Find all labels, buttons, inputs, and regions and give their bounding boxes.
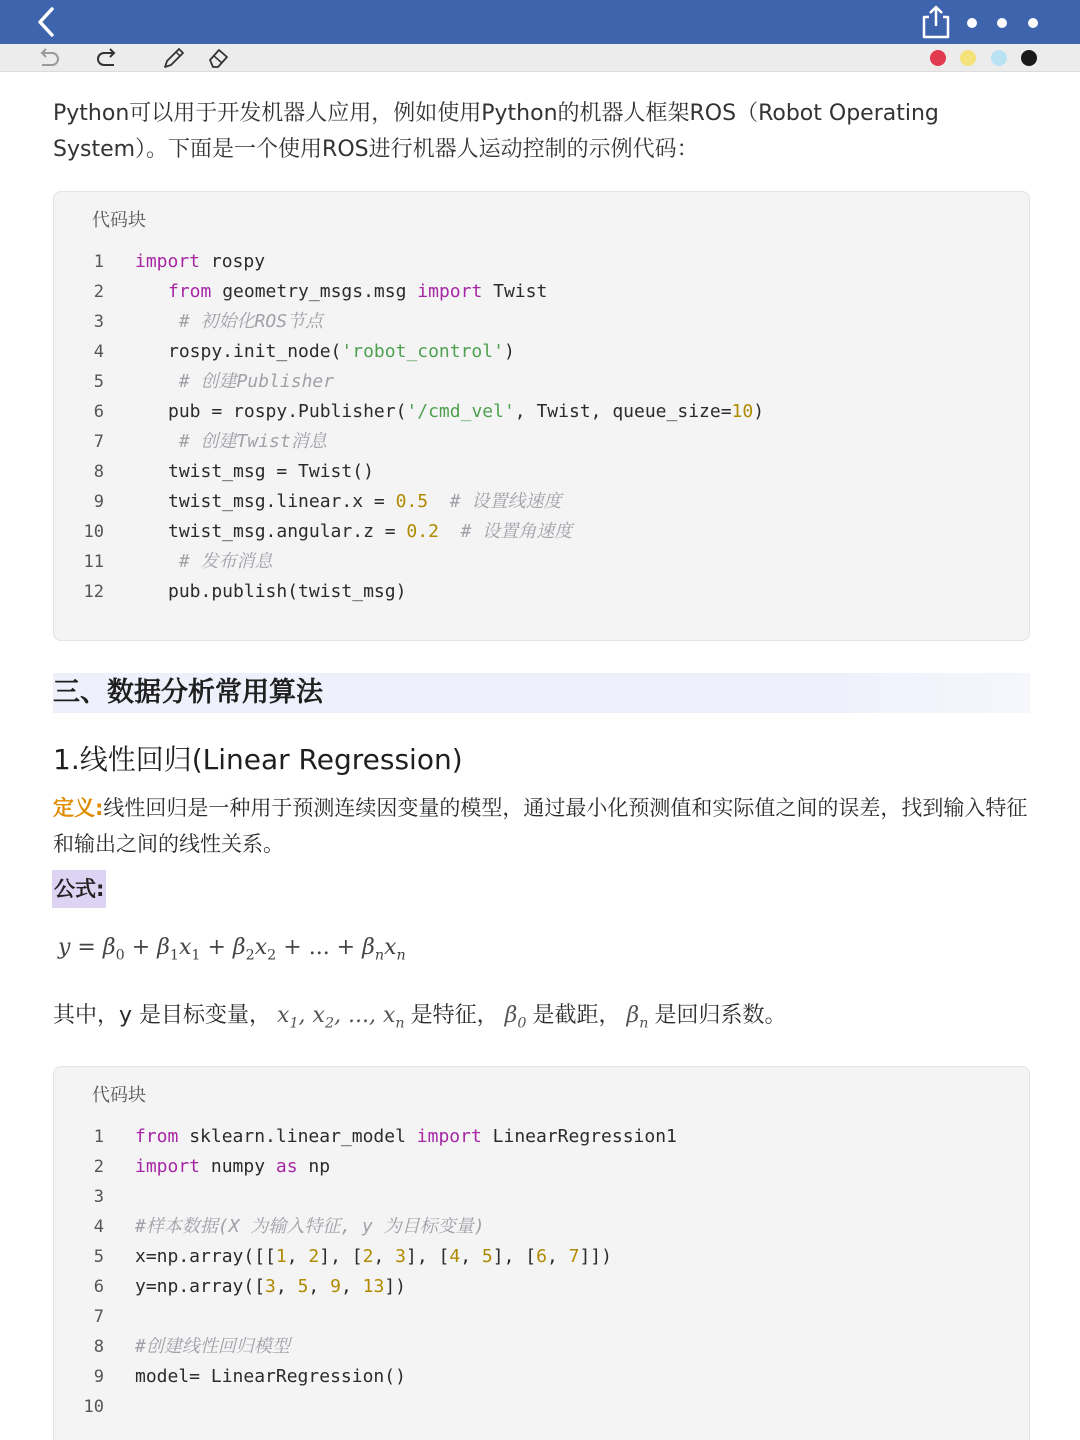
code-line: [54, 1182, 1029, 1212]
code-line: [54, 337, 1029, 367]
line-number: 8: [93, 462, 104, 482]
definition-paragraph: [53, 790, 1030, 862]
line-number: 6: [93, 1277, 104, 1297]
line-number: 9: [93, 492, 104, 512]
intro-paragraph: Python可以用于开发机器人应用，例如使用Python的机器人框架ROS（Robot Operating System）。下面是一个使用ROS进行机器人运动控制的示例代码：: [53, 101, 939, 162]
pen-icon[interactable]: [160, 45, 188, 71]
share-icon[interactable]: [918, 3, 954, 41]
explanation-part-4: 是回归系数。: [654, 1003, 787, 1028]
code-text: pub = rospy.Publisher('/cmd_vel', Twist, queue_size=10): [168, 401, 765, 422]
code-text: from geometry_msgs.msg import Twist: [168, 281, 548, 302]
line-number: 5: [93, 1247, 104, 1267]
line-number: 8: [93, 1337, 104, 1357]
line-number: 4: [93, 342, 104, 362]
code-text: twist_msg.linear.x = 0.5 # 设置线速度: [168, 491, 562, 512]
code-block-title: 代码块: [92, 210, 146, 231]
code-block: [53, 191, 1030, 641]
color-swatch-yellow[interactable]: [960, 50, 976, 66]
line-number: 3: [93, 312, 104, 332]
line-number: 2: [93, 282, 104, 302]
explanation-part-3: 是截距，: [532, 1003, 621, 1028]
code-text: pub.publish(twist_msg): [168, 581, 407, 602]
code-text: import rospy: [135, 251, 266, 272]
color-swatch-black[interactable]: [1021, 50, 1037, 66]
section-title: 三、数据分析常用算法: [53, 673, 1030, 713]
code-block: [53, 1066, 1030, 1440]
code-text: # 发布消息: [178, 551, 273, 572]
code-line: [54, 1332, 1029, 1362]
code-text: twist_msg = Twist(): [168, 461, 374, 482]
code-text: from sklearn.linear_model import LinearRegression1: [135, 1126, 677, 1147]
code-line: [54, 1302, 1029, 1332]
code-text: #样本数据(X 为输入特征, y 为目标变量): [135, 1216, 485, 1237]
code-text: # 创建Publisher: [178, 371, 335, 392]
formula-label: 公式:: [52, 870, 106, 908]
line-number: 7: [93, 1307, 104, 1327]
explanation-part-2: 是特征，: [410, 1003, 499, 1028]
code-line: [54, 367, 1029, 397]
code-text: rospy.init_node('robot_control'): [168, 341, 515, 362]
color-swatch-red[interactable]: [930, 50, 946, 66]
line-number: 10: [83, 1397, 104, 1417]
math-intercept: $\beta_0$: [504, 1003, 527, 1032]
annotation-toolbar: [0, 44, 1080, 72]
code-text: model= LinearRegression(): [135, 1366, 406, 1387]
code-text: twist_msg.angular.z = 0.2 # 设置角速度: [168, 521, 573, 542]
code-line: [54, 487, 1029, 517]
code-line: [54, 1272, 1029, 1302]
code-text: x=np.array([[1, 2], [2, 3], [4, 5], [6, 7]]): [135, 1246, 612, 1267]
explanation-part-1: 其中，y 是目标变量，: [53, 1003, 272, 1028]
code-text: #创建线性回归模型: [135, 1336, 290, 1357]
definition-text: 线性回归是一种用于预测连续因变量的模型，通过最小化预测值和实际值之间的误差，找到输入特征和输出之间的线性关系。: [53, 796, 1028, 856]
code-lines: [54, 247, 1029, 607]
line-number: 1: [93, 252, 104, 272]
code-line: [54, 397, 1029, 427]
line-number: 5: [93, 372, 104, 392]
code-line: [54, 427, 1029, 457]
code-line: [54, 1362, 1029, 1392]
math-coefficient: $\beta_n$: [626, 1003, 649, 1032]
code-line: [54, 1122, 1029, 1152]
top-bar: [0, 0, 1080, 44]
code-line: [54, 577, 1029, 607]
line-number: 12: [83, 582, 104, 602]
code-block-title: 代码块: [92, 1085, 146, 1106]
code-lines: [54, 1122, 1029, 1422]
code-line: [54, 307, 1029, 337]
eraser-icon[interactable]: [204, 45, 232, 71]
code-line: [54, 1212, 1029, 1242]
code-line: [54, 1392, 1029, 1422]
code-text: y=np.array([3, 5, 9, 13]): [135, 1276, 407, 1297]
line-number: 11: [83, 552, 104, 572]
code-line: [54, 547, 1029, 577]
color-swatch-light-blue[interactable]: [991, 50, 1007, 66]
regression-formula: $y = \beta_0 + \beta_1x_1 + \beta_2x_2$ + ... + $\beta_nx_n$: [58, 935, 406, 964]
redo-icon[interactable]: [94, 45, 122, 71]
code-line: [54, 1152, 1029, 1182]
code-text: import numpy as np: [135, 1156, 331, 1177]
chevron-left-icon[interactable]: [30, 4, 66, 40]
line-number: 1: [93, 1127, 104, 1147]
line-number: 7: [93, 432, 104, 452]
code-line: [54, 517, 1029, 547]
code-line: [54, 277, 1029, 307]
formula-explanation: [53, 998, 786, 1041]
code-text: # 初始化ROS节点: [178, 311, 324, 332]
code-text: # 创建Twist消息: [178, 431, 327, 452]
more-dots-icon[interactable]: [962, 12, 1050, 34]
math-features: $x_1$, $x_2$, ..., $x_n$: [277, 1003, 405, 1032]
code-line: [54, 247, 1029, 277]
line-number: 3: [93, 1187, 104, 1207]
line-number: 9: [93, 1367, 104, 1387]
line-number: 6: [93, 402, 104, 422]
subsection-title: 1.线性回归(Linear Regression): [53, 743, 463, 776]
line-number: 2: [93, 1157, 104, 1177]
code-line: [54, 1242, 1029, 1272]
undo-icon[interactable]: [34, 45, 62, 71]
definition-label: 定义:: [53, 796, 104, 820]
line-number: 4: [93, 1217, 104, 1237]
line-number: 10: [83, 522, 104, 542]
code-line: [54, 457, 1029, 487]
